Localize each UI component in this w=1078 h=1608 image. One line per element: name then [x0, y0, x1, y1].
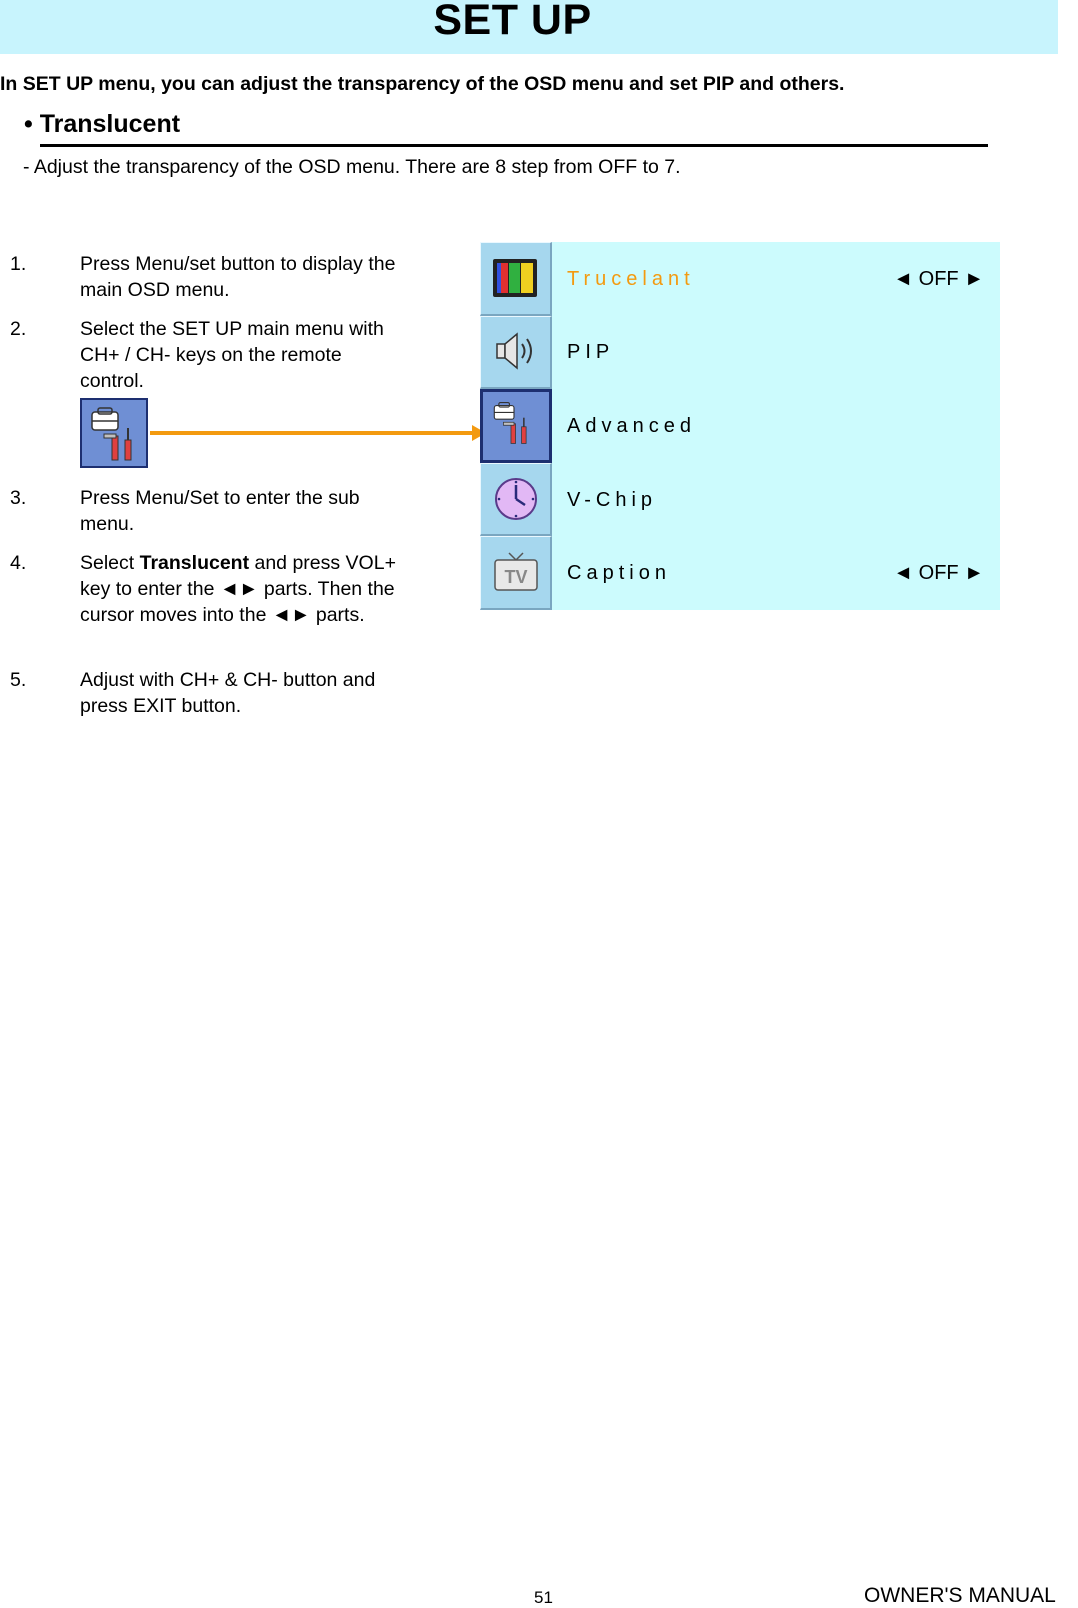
osd-item-vchip-label[interactable]: V-Chip [567, 489, 658, 511]
page-number: 51 [534, 1588, 553, 1607]
step-number: 1. [10, 253, 27, 275]
speaker-icon [491, 327, 541, 377]
osd-icon-cell-caption[interactable] [480, 536, 552, 610]
osd-item-translucent-label[interactable]: Trucelant [567, 268, 695, 290]
tv-icon [491, 547, 541, 597]
section-divider [40, 144, 988, 147]
osd-setup-menu [480, 242, 1000, 610]
step-text-post: and press VOL+ key to enter the ◄► parts. Then the cursor moves into the ◄► parts. [80, 552, 396, 626]
intro-text: In SET UP menu, you can adjust the transparency of the OSD menu and set PIP and others. [0, 73, 845, 95]
step-number: 3. [10, 487, 27, 509]
page-title: SET UP [433, 0, 592, 44]
osd-icon-cell-vchip[interactable] [480, 463, 552, 537]
step-text [80, 550, 410, 628]
step-number: 2. [10, 318, 27, 340]
osd-item-pip-label[interactable]: PIP [567, 341, 615, 363]
svg-text:TV: TV [504, 567, 528, 588]
bullet: • [24, 110, 33, 138]
step-text: Press Menu/Set to enter the sub menu. [80, 487, 360, 535]
osd-item-advanced-label[interactable]: Advanced [567, 415, 696, 437]
step-number: 5. [10, 669, 27, 691]
step-text-bold: Translucent [139, 552, 250, 574]
osd-item-caption-label[interactable]: Caption [567, 562, 671, 584]
osd-icon-cell-translucent[interactable] [480, 242, 552, 316]
osd-item-translucent-value[interactable]: ◄ OFF ► [893, 268, 984, 290]
section-heading-text: Translucent [39, 110, 181, 138]
step-text-pre: Select [80, 552, 140, 574]
step-text: Adjust with CH+ & CH- button and press EXIT button. [80, 669, 376, 717]
step-text: Press Menu/set button to display the main OSD menu. [80, 253, 396, 301]
clock-icon [491, 474, 541, 524]
osd-item-caption-value[interactable]: ◄ OFF ► [893, 562, 984, 584]
footer-manual-label: OWNER'S MANUAL [864, 1584, 1056, 1607]
step-number: 4. [10, 552, 27, 574]
osd-icon-column [480, 242, 552, 610]
connector-arrow [150, 431, 482, 435]
osd-icon-cell-pip[interactable] [480, 316, 552, 390]
color-bars-icon [491, 253, 541, 303]
setup-toolbox-icon [80, 398, 148, 468]
osd-icon-cell-advanced[interactable] [480, 389, 552, 463]
step-text: Select the SET UP main menu with CH+ / CH- keys on the remote control. [80, 318, 384, 392]
toolbox-icon [82, 400, 146, 466]
section-description: - Adjust the transparency of the OSD menu. There are 8 step from OFF to 7. [23, 156, 681, 178]
section-heading [24, 110, 180, 139]
toolbox-icon [489, 398, 539, 448]
